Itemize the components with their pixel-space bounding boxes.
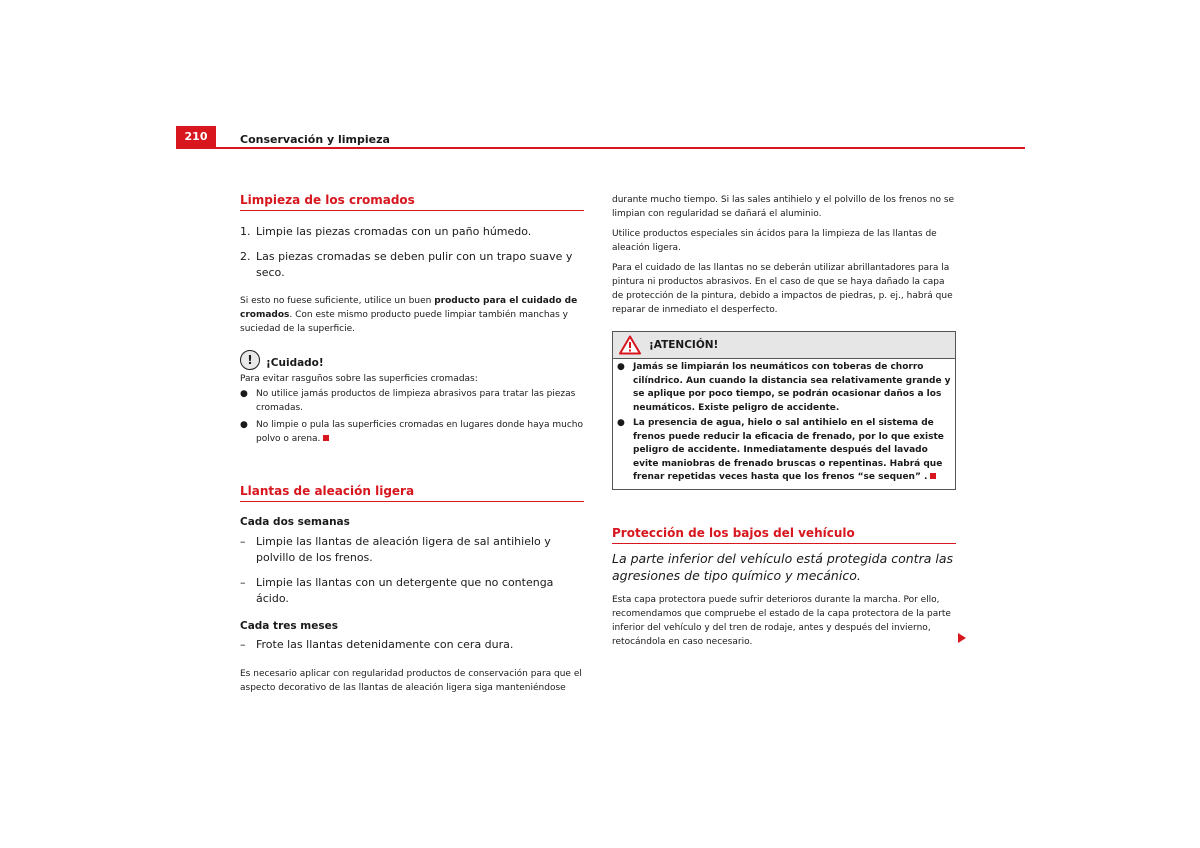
- paragraph: durante mucho tiempo. Si las sales antihielo y el polvillo de los frenos no se limpian con regularidad se dañará el aluminio.: [612, 195, 955, 219]
- warning-item-text: La presencia de agua, hielo o sal antihielo en el sistema de frenos puede reducir la eficacia de frenado, por lo que existe peligro de accidente. Inmediatamente después del lavado evite maniobras de frenado bruscas o repentinas. Habrá que frenar repetidas veces hasta que los frenos “se sequen” .: [633, 418, 944, 482]
- caution-title: ¡Cuidado!: [266, 357, 324, 369]
- warning-box: [612, 331, 956, 490]
- caution-item: [240, 387, 584, 415]
- list-item-text: Limpie las llantas con un detergente que no contenga ácido.: [256, 576, 554, 605]
- caution-intro: Para evitar rasguños sobre las superficies cromadas:: [240, 374, 478, 384]
- lead-paragraph: La parte inferior del vehículo está protegida contra las agresiones de tipo químico y mecánico.: [612, 550, 953, 583]
- paragraph: Utilice productos especiales sin ácidos para la limpieza de las llantas de aleación ligera.: [612, 229, 937, 253]
- bajos-paragraph: Esta capa protectora puede sufrir deterioros durante la marcha. Por ello, recomendamos que compruebe el estado de la capa protectora de la parte inferior del vehículo y del tren de rodaje, antes y después del invierno, retocándola en caso necesario.: [612, 594, 951, 647]
- caution-item-text: No limpie o pula las superficies cromadas en lugares donde haya mucho polvo o arena.: [256, 420, 583, 444]
- left-column: [240, 193, 584, 695]
- subheading-dos-semanas: Cada dos semanas: [240, 516, 350, 528]
- exclamation-circle-icon: !: [240, 350, 260, 370]
- cromados-paragraph: [240, 294, 584, 336]
- para-text: . Con este mismo producto puede limpiar también manchas y suciedad de la superficie.: [240, 310, 568, 334]
- list-item-text: Frote las llantas detenidamente con cera dura.: [256, 638, 514, 651]
- bullet-icon: ●: [617, 418, 625, 428]
- step-item: [240, 249, 584, 281]
- bullet-icon: ●: [240, 420, 248, 430]
- steps-list: [240, 224, 584, 281]
- right-column: [612, 193, 956, 649]
- warning-item: [617, 361, 951, 415]
- step-number: 1.: [240, 225, 251, 238]
- list-item: [240, 534, 584, 566]
- end-square-icon: [930, 473, 936, 479]
- step-number: 2.: [240, 250, 251, 263]
- warning-item-text: Jamás se limpiarán los neumáticos con toberas de chorro cilíndrico. Aun cuando la distancia sea relativamente grande y se aplique por poco tiempo, se podrán ocasionar daños a los neumáticos. Existe peligro de accidente.: [633, 362, 951, 413]
- arrow-right-icon: [958, 633, 966, 643]
- list-item-text: Limpie las llantas de aleación ligera de sal antihielo y polvillo de los frenos.: [256, 535, 551, 564]
- dash-marker: –: [240, 535, 246, 548]
- para-text: Si esto no fuese suficiente, utilice un buen: [240, 296, 435, 306]
- paragraph: Para el cuidado de las llantas no se deberán utilizar abrillantadores para la pintura ni productos abrasivos. En el caso de que se haya dañado la capa de protección de la pintura, debido a impactos de piedras, p. ej., habrá que reparar de inmediato el desperfecto.: [612, 263, 953, 315]
- header-rule: [176, 147, 1025, 149]
- warning-title: ¡ATENCIÓN!: [649, 339, 719, 351]
- list-item: [240, 575, 584, 607]
- end-square-icon: [323, 435, 329, 441]
- warning-triangle-icon: [619, 335, 641, 355]
- page-number: 210: [176, 126, 216, 148]
- warning-body: [613, 359, 955, 489]
- caution-block: [240, 350, 584, 446]
- para-bold-text: producto para el cuidado de cromados: [240, 296, 578, 320]
- list-item: [240, 637, 584, 653]
- section-heading-cromados: Limpieza de los cromados: [240, 193, 584, 211]
- caution-item: [240, 418, 584, 446]
- subheading-tres-meses: Cada tres meses: [240, 620, 338, 632]
- step-text: Limpie las piezas cromadas con un paño húmedo.: [256, 225, 532, 238]
- bullet-icon: ●: [617, 362, 625, 372]
- step-text: Las piezas cromadas se deben pulir con un trapo suave y seco.: [256, 250, 573, 279]
- warning-header: [613, 332, 955, 359]
- running-header-title: Conservación y limpieza: [240, 133, 390, 146]
- caution-header: [240, 350, 584, 370]
- llantas-paragraph: Es necesario aplicar con regularidad productos de conservación para que el aspecto decorativo de las llantas de aleación ligera siga manteniéndose: [240, 669, 582, 693]
- warning-item: [617, 417, 951, 485]
- step-item: [240, 224, 584, 240]
- section-heading-bajos: Protección de los bajos del vehículo: [612, 526, 956, 544]
- bullet-icon: ●: [240, 389, 248, 399]
- section-heading-llantas: Llantas de aleación ligera: [240, 484, 584, 502]
- dash-marker: –: [240, 576, 246, 589]
- caution-item-text: No utilice jamás productos de limpieza abrasivos para tratar las piezas cromadas.: [256, 389, 576, 413]
- dash-marker: –: [240, 638, 246, 651]
